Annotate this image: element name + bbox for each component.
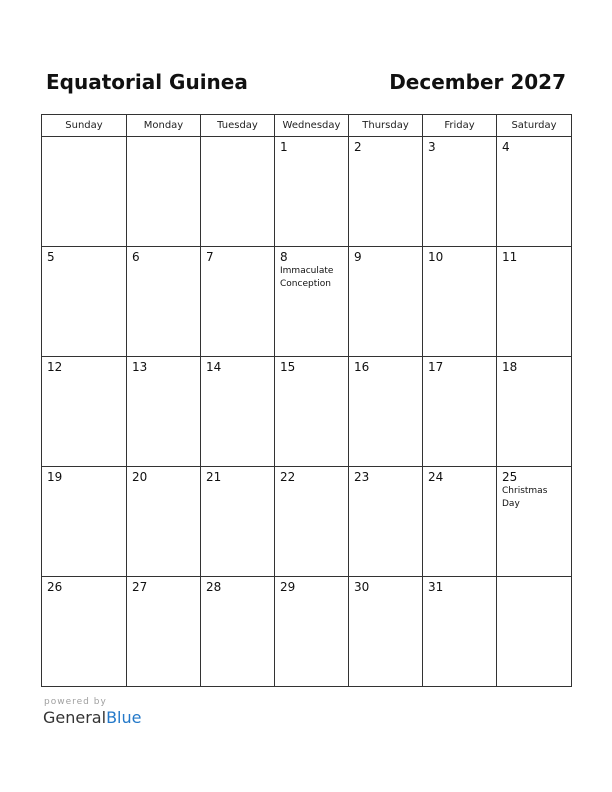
week-row <box>42 577 572 687</box>
day-cell <box>42 137 127 247</box>
week-row <box>42 467 572 577</box>
day-number: 23 <box>354 470 370 484</box>
country-title: Equatorial Guinea <box>46 70 248 94</box>
day-cell <box>201 357 275 467</box>
weekday-header-saturday: Saturday <box>497 115 572 137</box>
day-cell <box>423 137 497 247</box>
day-number: 30 <box>354 580 370 594</box>
day-cell <box>497 577 572 687</box>
day-cell <box>42 467 127 577</box>
weekday-header-thursday: Thursday <box>349 115 423 137</box>
day-number: 14 <box>206 360 222 374</box>
day-number: 3 <box>428 140 436 154</box>
week-row <box>42 137 572 247</box>
day-number: 21 <box>206 470 222 484</box>
weekday-header-sunday: Sunday <box>42 115 127 137</box>
weekday-header-row <box>42 115 572 137</box>
day-number: 17 <box>428 360 444 374</box>
day-cell <box>42 577 127 687</box>
month-year-title: December 2027 <box>389 70 566 94</box>
day-number: 22 <box>280 470 296 484</box>
day-cell <box>423 357 497 467</box>
day-number: 19 <box>47 470 63 484</box>
day-number: 7 <box>206 250 214 264</box>
day-cell <box>349 247 423 357</box>
day-number: 5 <box>47 250 55 264</box>
day-number: 18 <box>502 360 518 374</box>
powered-by-text: powered by <box>44 697 107 707</box>
brand-general-text: General <box>43 708 107 727</box>
day-number: 24 <box>428 470 444 484</box>
day-number: 31 <box>428 580 444 594</box>
holiday-label: Christmas Day <box>502 486 548 509</box>
day-cell <box>275 577 349 687</box>
day-number: 27 <box>132 580 148 594</box>
day-number: 26 <box>47 580 63 594</box>
weekday-header-monday: Monday <box>127 115 201 137</box>
day-cell <box>42 357 127 467</box>
day-cell <box>127 357 201 467</box>
day-cell <box>423 577 497 687</box>
day-number: 16 <box>354 360 370 374</box>
day-number: 13 <box>132 360 148 374</box>
weekday-header-friday: Friday <box>423 115 497 137</box>
brand-blue-text: Blue <box>106 708 142 727</box>
week-row <box>42 357 572 467</box>
day-cell <box>127 137 201 247</box>
weekday-header-wednesday: Wednesday <box>275 115 349 137</box>
day-number: 9 <box>354 250 362 264</box>
day-number: 8 <box>280 250 288 264</box>
day-cell <box>127 467 201 577</box>
day-cell <box>497 247 572 357</box>
day-cell <box>423 247 497 357</box>
day-number: 2 <box>354 140 362 154</box>
day-number: 10 <box>428 250 444 264</box>
day-cell <box>349 467 423 577</box>
day-number: 25 <box>502 470 518 484</box>
day-cell <box>201 577 275 687</box>
day-cell <box>497 467 572 577</box>
day-cell <box>349 357 423 467</box>
day-cell <box>497 137 572 247</box>
day-cell <box>275 467 349 577</box>
day-number: 6 <box>132 250 140 264</box>
week-row <box>42 247 572 357</box>
day-cell <box>201 247 275 357</box>
day-cell <box>127 247 201 357</box>
day-number: 29 <box>280 580 296 594</box>
generalblue-logo[interactable] <box>43 708 141 728</box>
day-number: 15 <box>280 360 296 374</box>
holiday-label: Immaculate Conception <box>280 266 334 289</box>
calendar-grid <box>41 114 572 687</box>
day-cell <box>349 137 423 247</box>
day-number: 11 <box>502 250 518 264</box>
day-number: 20 <box>132 470 148 484</box>
day-cell <box>127 577 201 687</box>
day-cell <box>497 357 572 467</box>
day-number: 1 <box>280 140 288 154</box>
day-cell <box>42 247 127 357</box>
day-cell <box>349 577 423 687</box>
day-number: 4 <box>502 140 510 154</box>
day-cell <box>423 467 497 577</box>
day-cell <box>275 137 349 247</box>
day-cell <box>201 137 275 247</box>
weekday-header-tuesday: Tuesday <box>201 115 275 137</box>
day-number: 28 <box>206 580 222 594</box>
day-cell <box>275 247 349 357</box>
footer-branding <box>43 697 141 728</box>
day-cell <box>201 467 275 577</box>
day-number: 12 <box>47 360 63 374</box>
day-cell <box>275 357 349 467</box>
